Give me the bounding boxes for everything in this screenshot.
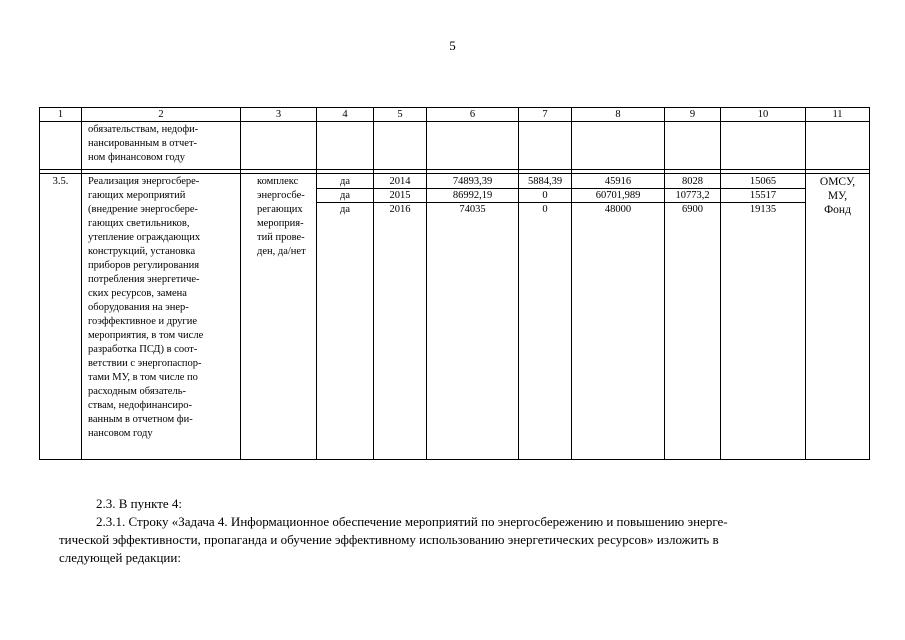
row-c6: 74893,39 86992,19 74035 <box>427 174 519 460</box>
text-line: оборудования на энер- <box>88 302 189 313</box>
text-line: расходным обязатель- <box>88 386 186 397</box>
text-line: энергосбе- <box>257 190 305 201</box>
text-line: утепление ограждающих <box>88 232 201 243</box>
row-description <box>82 174 241 460</box>
text-line: Реализация энергосбере- <box>88 176 200 187</box>
column-number: 1 <box>40 108 82 122</box>
page-number: 5 <box>449 38 456 53</box>
text-line: разработка ПСД) в соот- <box>88 344 198 355</box>
text-line: нансовом году <box>88 428 153 439</box>
row-c7: 5884,39 0 0 <box>519 174 572 460</box>
paragraph-2-3-1: 2.3.1. Строку «Задача 4. Информационное обеспечение мероприятий по энергосбережению и повышению энерге- тической эффективности, пропаганда и обучение эффективному использованию энергетических ресурсов» изложить в следующей редакции: <box>59 514 728 565</box>
text-line: гающих мероприятий <box>88 190 186 201</box>
program-table <box>39 107 870 460</box>
table-header-row <box>40 108 870 122</box>
row-unit <box>241 174 317 460</box>
column-number: 10 <box>721 108 806 122</box>
text-line: ветствии с энергопаспор- <box>88 358 202 369</box>
text-line: мероприя- <box>257 218 304 229</box>
text-line: потребления энергетиче- <box>88 274 200 285</box>
row-c8: 45916 60701,989 48000 <box>572 174 665 460</box>
text-line: ствам, недофинансиро- <box>88 400 192 411</box>
table-row <box>40 174 870 460</box>
column-number: 8 <box>572 108 665 122</box>
text-line: гоэффективное и другие <box>88 316 198 327</box>
column-number: 2 <box>82 108 241 122</box>
text-line: ванным в отчетном фи- <box>88 414 193 425</box>
text-line: ских ресурсов, замена <box>88 288 187 299</box>
row-c10: 15065 15517 19135 <box>721 174 806 460</box>
row-funding-source: ОМСУ, МУ, Фонд <box>806 174 870 460</box>
column-number: 11 <box>806 108 870 122</box>
row-c4: да да да <box>317 174 374 460</box>
text-line: ден, да/нет <box>257 246 306 257</box>
paragraph-2-3: 2.3. В пункте 4: <box>96 496 183 511</box>
column-number: 3 <box>241 108 317 122</box>
text-line: приборов регулирования <box>88 260 200 271</box>
text-line: гающих светильников, <box>88 218 190 229</box>
text-line: конструкций, установка <box>88 246 196 257</box>
row-c9: 8028 10773,2 6900 <box>665 174 721 460</box>
column-number: 5 <box>374 108 427 122</box>
text-line: мероприятия, в том числе <box>88 330 204 341</box>
row-number: 3.5. <box>40 174 82 460</box>
text-line: тий прове- <box>257 232 305 243</box>
column-number: 9 <box>665 108 721 122</box>
column-number: 6 <box>427 108 519 122</box>
text-line: регающих <box>257 204 303 215</box>
column-number: 7 <box>519 108 572 122</box>
text-line: комплекс <box>257 176 299 187</box>
row-year: 2014 2015 2016 <box>374 174 427 460</box>
text-line: (внедрение энергосбере- <box>88 204 199 215</box>
continuation-row <box>40 122 870 170</box>
column-number: 4 <box>317 108 374 122</box>
continuation-text: обязательствам, недофи- нансированным в отчет- ном финансовом году <box>82 122 241 170</box>
text-line: тами МУ, в том числе по <box>88 372 198 383</box>
